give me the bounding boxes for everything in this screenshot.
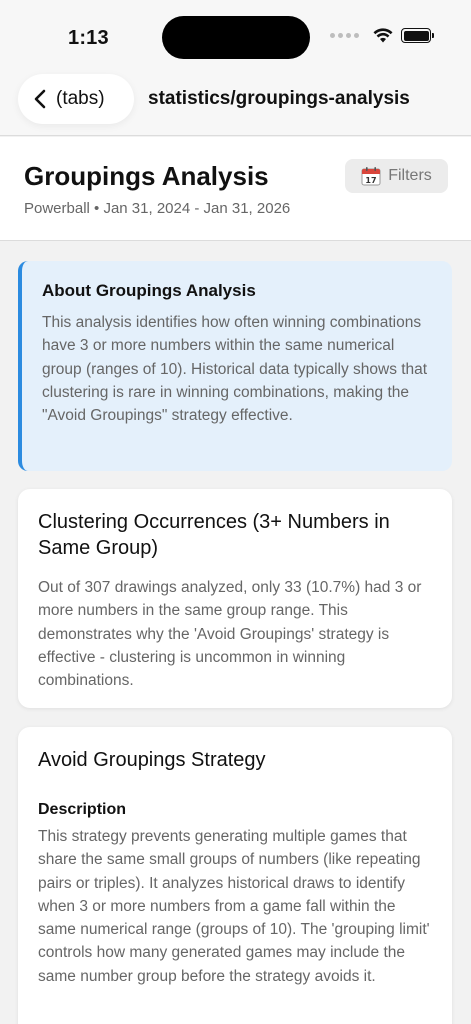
page-title: Groupings Analysis <box>24 161 269 191</box>
clustering-card-title: Clustering Occurrences (3+ Numbers in Same Group) <box>38 511 390 559</box>
strategy-card <box>18 727 452 1024</box>
status-bar <box>0 0 471 70</box>
svg-text:17: 17 <box>365 176 377 185</box>
wifi-icon <box>373 28 393 43</box>
clustering-card <box>18 489 452 708</box>
dynamic-island <box>162 16 310 59</box>
back-button[interactable] <box>18 74 134 124</box>
nav-title: statistics/groupings-analysis <box>148 88 410 109</box>
info-card-title: About Groupings Analysis <box>42 281 256 300</box>
page-subtitle: Powerball • Jan 31, 2024 - Jan 31, 2026 <box>24 200 291 217</box>
page-header <box>0 137 471 241</box>
chevron-left-icon <box>32 89 48 109</box>
calendar-icon <box>361 166 381 186</box>
info-card <box>18 261 452 471</box>
cellular-signal-icon <box>330 33 359 38</box>
strategy-card-title: Avoid Groupings Strategy <box>38 749 266 771</box>
battery-icon <box>401 28 431 43</box>
status-time: 1:13 <box>68 27 109 49</box>
clustering-card-body: Out of 307 drawings analyzed, only 33 (10.7%) had 3 or more numbers in the same group range. This demonstrates why the 'Avoid Groupings' strategy is effective - clustering is uncommon in winning combinations. <box>38 579 422 690</box>
description-label: Description <box>38 801 127 818</box>
navigation-bar <box>0 70 471 136</box>
status-icons <box>330 28 431 43</box>
strategy-description: This strategy prevents generating multiple games that share the same small groups of numbers (like repeating pairs or triples). It analyzes historical draws to identify when 3 or more numbers from a game fall within the same numerical range (groups of 10). The 'grouping limit' controls how many generated games may include the same number group before the strategy avoids it. <box>38 828 430 985</box>
filters-button[interactable] <box>345 159 448 193</box>
back-button-label: (tabs) <box>56 88 105 109</box>
filters-button-label: Filters <box>388 167 432 184</box>
info-card-body: This analysis identifies how often winning combinations have 3 or more numbers within the same numerical group (ranges of 10). Historical data typically shows that clustering is rare in winning combinations, making the "Avoid Groupings" strategy effective. <box>42 314 428 425</box>
